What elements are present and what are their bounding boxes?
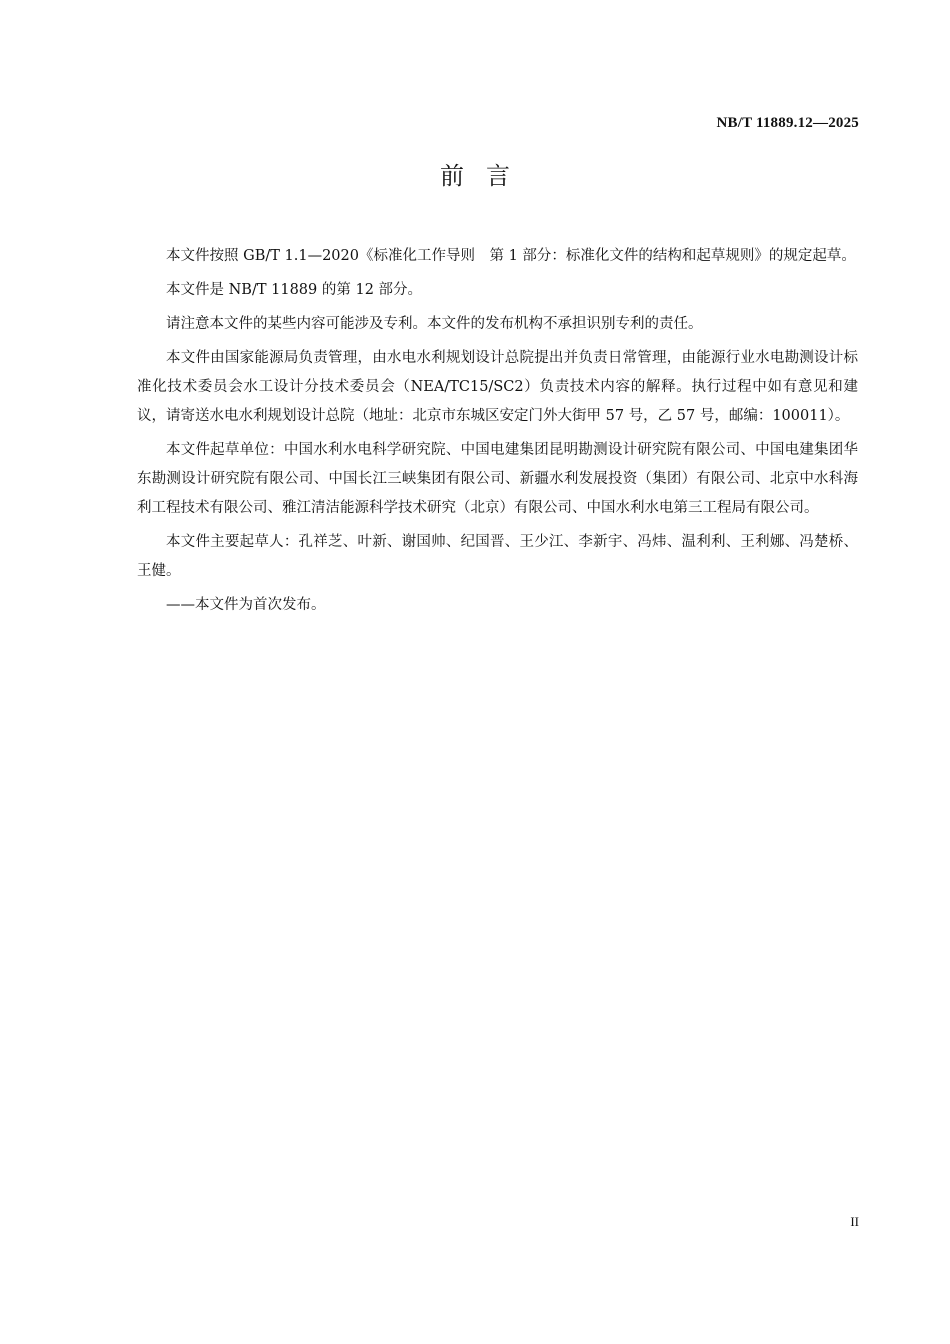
paragraph-drafters: 本文件主要起草人：孔祥芝、叶新、谢国帅、纪国晋、王少江、李新宇、冯炜、温利利、王利娜、冯楚桥、王健。 [137, 534, 858, 579]
document-number: NB/T 11889.12—2025 [716, 115, 859, 131]
page-title: 前言 [440, 162, 532, 190]
page-number: II [850, 1214, 859, 1229]
paragraph-part-number: 本文件是 NB/T 11889 的第 12 部分。 [166, 282, 423, 298]
paragraph-drafting-units: 本文件起草单位：中国水利水电科学研究院、中国电建集团昆明勘测设计研究院有限公司、中国电建集团华东勘测设计研究院有限公司、中国长江三峡集团有限公司、新疆水利发展投资（集团）有限公司、北京中水科海利工程技术有限公司、雅江清洁能源科学技术研究（北京）有限公司、中国水利水电第三工程局有限公司。 [137, 442, 858, 516]
paragraph-patent-notice: 请注意本文件的某些内容可能涉及专利。本文件的发布机构不承担识别专利的责任。 [166, 316, 703, 332]
paragraph-management: 本文件由国家能源局负责管理，由水电水利规划设计总院提出并负责日常管理，由能源行业水电勘测设计标准化技术委员会水工设计分技术委员会（NEA/TC15/SC2）负责技术内容的解释。执行过程中如有意见和建议，请寄送水电水利规划设计总院（地址：北京市东城区安定门外大街甲 57 号，乙 57 号，邮编：100011）。 [137, 350, 858, 424]
paragraph-first-release: ——本文件为首次发布。 [166, 597, 326, 613]
foreword-body [137, 242, 858, 625]
paragraph-drafting-rules: 本文件按照 GB/T 1.1—2020《标准化工作导则 第 1 部分：标准化文件的结构和起草规则》的规定起草。 [166, 248, 856, 264]
